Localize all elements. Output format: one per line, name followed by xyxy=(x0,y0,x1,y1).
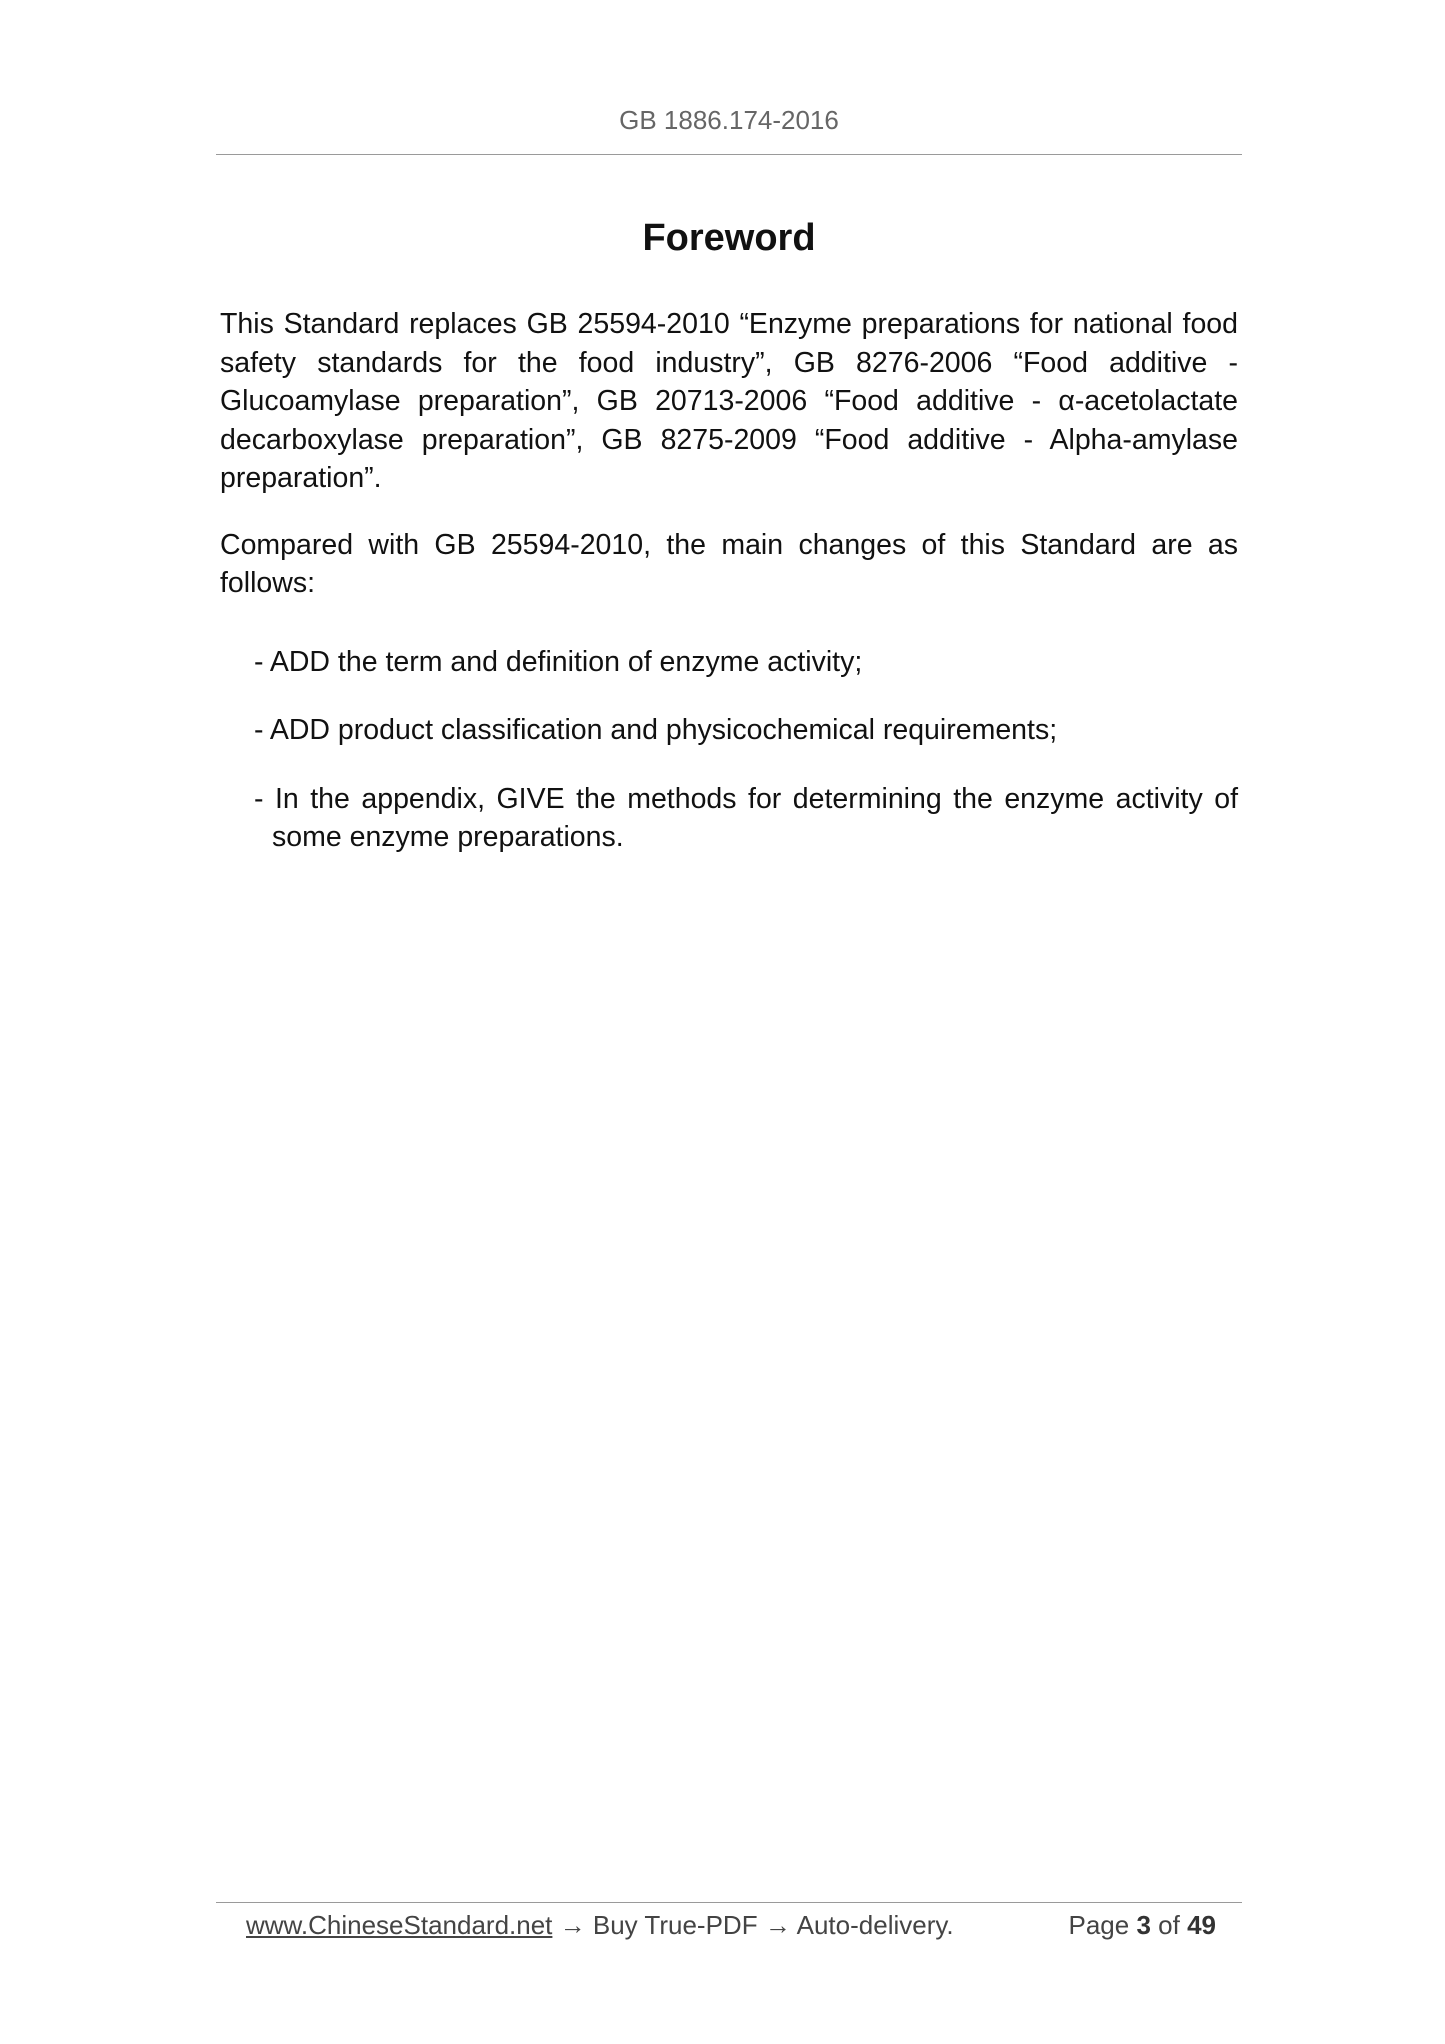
changes-list xyxy=(220,643,1238,857)
page-title: Foreword xyxy=(642,217,816,259)
foreword-body xyxy=(220,305,1238,887)
of-word: of xyxy=(1158,1910,1180,1940)
header-divider xyxy=(216,154,1242,155)
total-pages: 49 xyxy=(1187,1910,1216,1940)
paragraph-changes-intro: Compared with GB 25594-2010, the main changes of this Standard are as follows: xyxy=(220,528,1238,599)
paragraph-replaces: This Standard replaces GB 25594-2010 “Enzyme preparations for national food safety standards for the food industry”, GB 8276-2006 “Food additive - Glucoamylase preparation”, GB 20713-2006 “Food additive - α-acetolactate decarboxylase preparation”, GB 8275-2009 “Food additive - Alpha-amylase preparation”. xyxy=(220,308,1238,494)
page-word: Page xyxy=(1068,1910,1130,1940)
site-link[interactable]: www.ChineseStandard.net xyxy=(246,1910,553,1940)
arrow-right-icon: → xyxy=(559,1910,586,1940)
running-header: GB 1886.174-2016 xyxy=(619,105,839,135)
page-footer xyxy=(246,1905,1216,1945)
arrow-right-icon: → xyxy=(764,1910,791,1940)
footer-divider xyxy=(216,1902,1242,1903)
list-item: - ADD the term and definition of enzyme activity; xyxy=(254,645,863,678)
delivery-text: Auto-delivery. xyxy=(796,1910,954,1940)
list-item: - ADD product classification and physicochemical requirements; xyxy=(254,714,1058,746)
current-page: 3 xyxy=(1136,1910,1151,1940)
page-number xyxy=(1068,1905,1216,1945)
list-item: - In the appendix, GIVE the methods for determining the enzyme activity of some enzyme preparations. xyxy=(254,782,1238,853)
buy-text: Buy True-PDF xyxy=(592,1910,758,1940)
footer-promo xyxy=(246,1905,954,1945)
